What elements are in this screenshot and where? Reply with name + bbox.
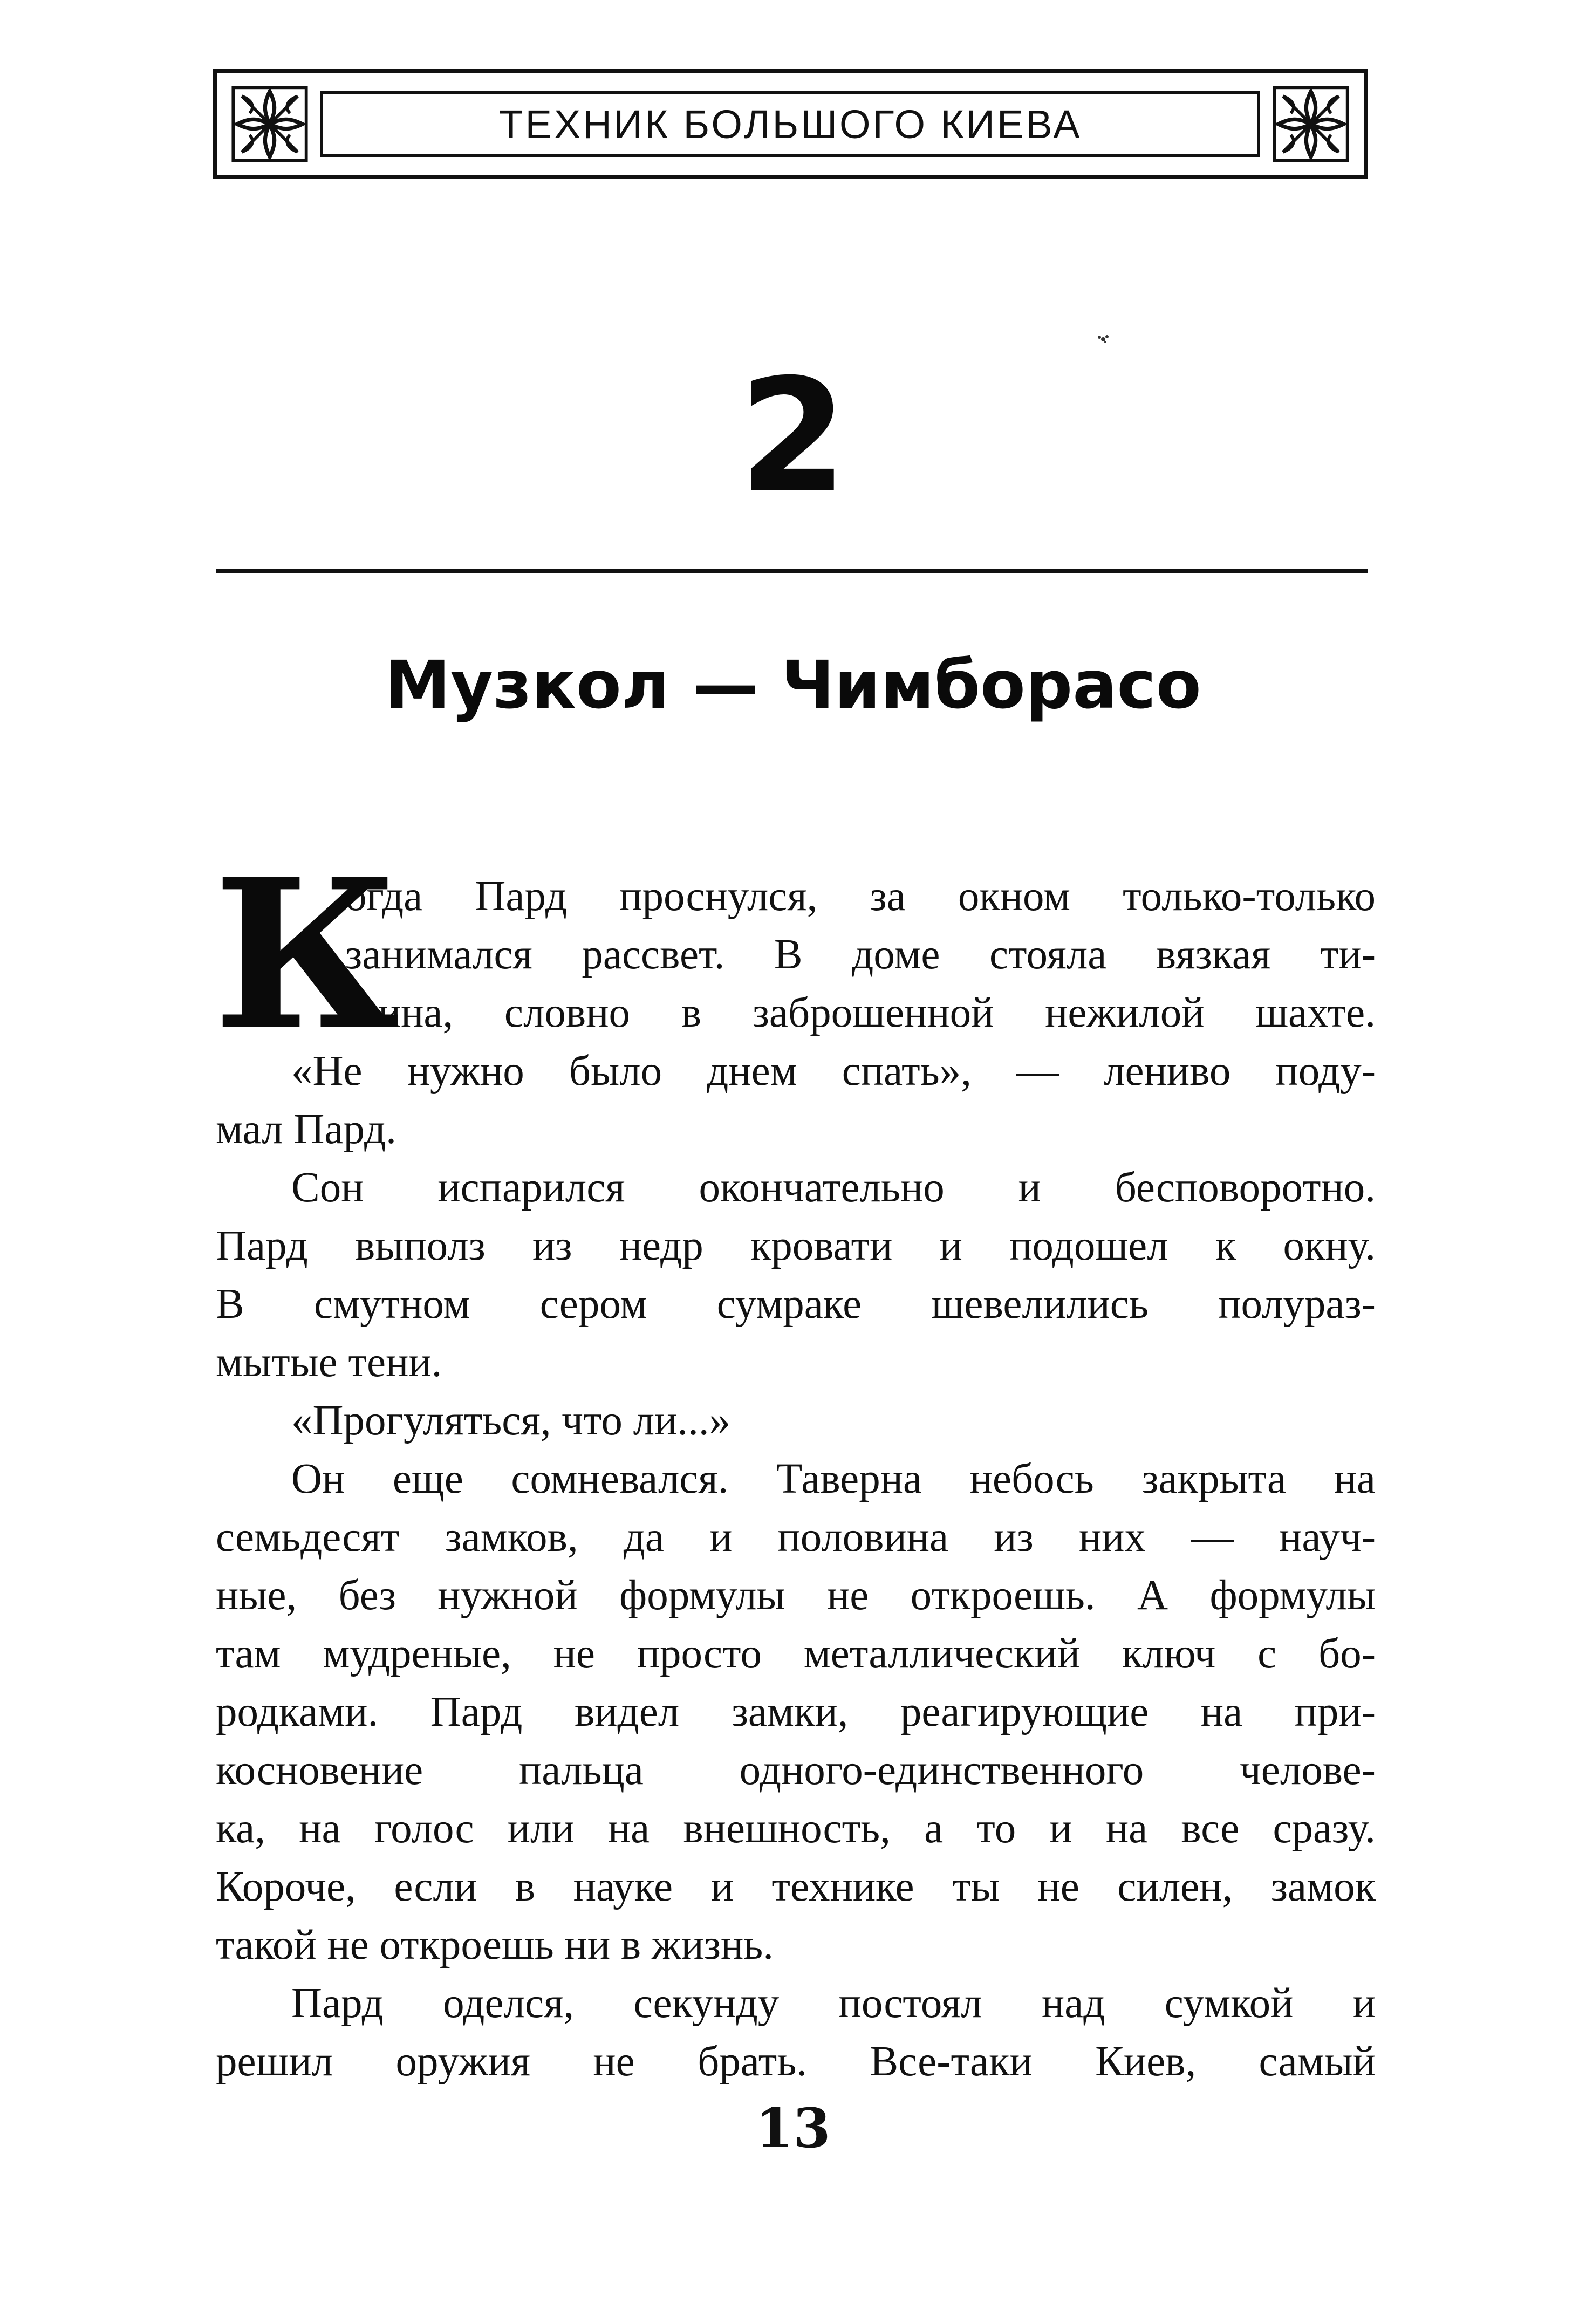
text-line: такой не откроешь ни в жизнь. [216, 1922, 774, 1968]
text-line: ка, на голос или на внешность, а то и на все сразу. [216, 1805, 1376, 1852]
running-header [213, 69, 1368, 179]
page-number: 13 [755, 2096, 831, 2160]
text-line: огда Пард проснулся, за окном только-только [345, 873, 1376, 920]
text-line: занимался рассвет. В доме стояла вязкая ти- [345, 931, 1376, 978]
text-line: мал Пард. [216, 1106, 396, 1153]
lattice-ornament-icon [231, 85, 309, 163]
chapter-number: 2 [739, 346, 847, 528]
text-line: Пард выполз из недр кровати и подошел к окну. [216, 1222, 1376, 1269]
text-line: «Не нужно было днем спать», — лениво поду- [291, 1048, 1376, 1095]
chapter-divider [216, 569, 1368, 573]
text-line: Он еще сомневался. Таверна небось закрыта на [291, 1455, 1376, 1502]
drop-cap: К [213, 834, 400, 1075]
text-line: мытые тени. [216, 1339, 442, 1386]
body-text [213, 834, 1376, 2091]
lattice-ornament-icon [1272, 85, 1350, 163]
text-line: родками. Пард видел замки, реагирующие на при- [216, 1689, 1376, 1735]
text-line: шина, словно в заброшенной нежилой шахте. [345, 989, 1376, 1036]
text-line: семьдесят замков, да и половина из них — науч- [216, 1514, 1376, 1561]
text-line: там мудреные, не просто металлический ключ с бо- [216, 1630, 1376, 1677]
scan-speck-icon [1095, 332, 1111, 346]
text-line: Сон испарился окончательно и бесповоротно. [291, 1164, 1376, 1211]
text-line: В смутном сером сумраке шевелились полураз- [216, 1281, 1376, 1328]
text-line: косновение пальца одного-единственного челове- [216, 1747, 1376, 1794]
text-line: «Прогуляться, что ли...» [291, 1397, 731, 1444]
chapter-title: Музкол — Чимборасо [385, 647, 1201, 723]
text-line: Короче, если в науке и технике ты не силен, замок [216, 1863, 1376, 1910]
running-header-title: ТЕХНИК БОЛЬШОГО КИЕВА [498, 101, 1082, 147]
running-header-frame [320, 91, 1260, 157]
text-line: ные, без нужной формулы не откроешь. А формулы [216, 1572, 1376, 1619]
text-line: решил оружия не брать. Все-таки Киев, самый [216, 2038, 1376, 2085]
text-line: Пард оделся, секунду постоял над сумкой и [291, 1980, 1376, 2027]
